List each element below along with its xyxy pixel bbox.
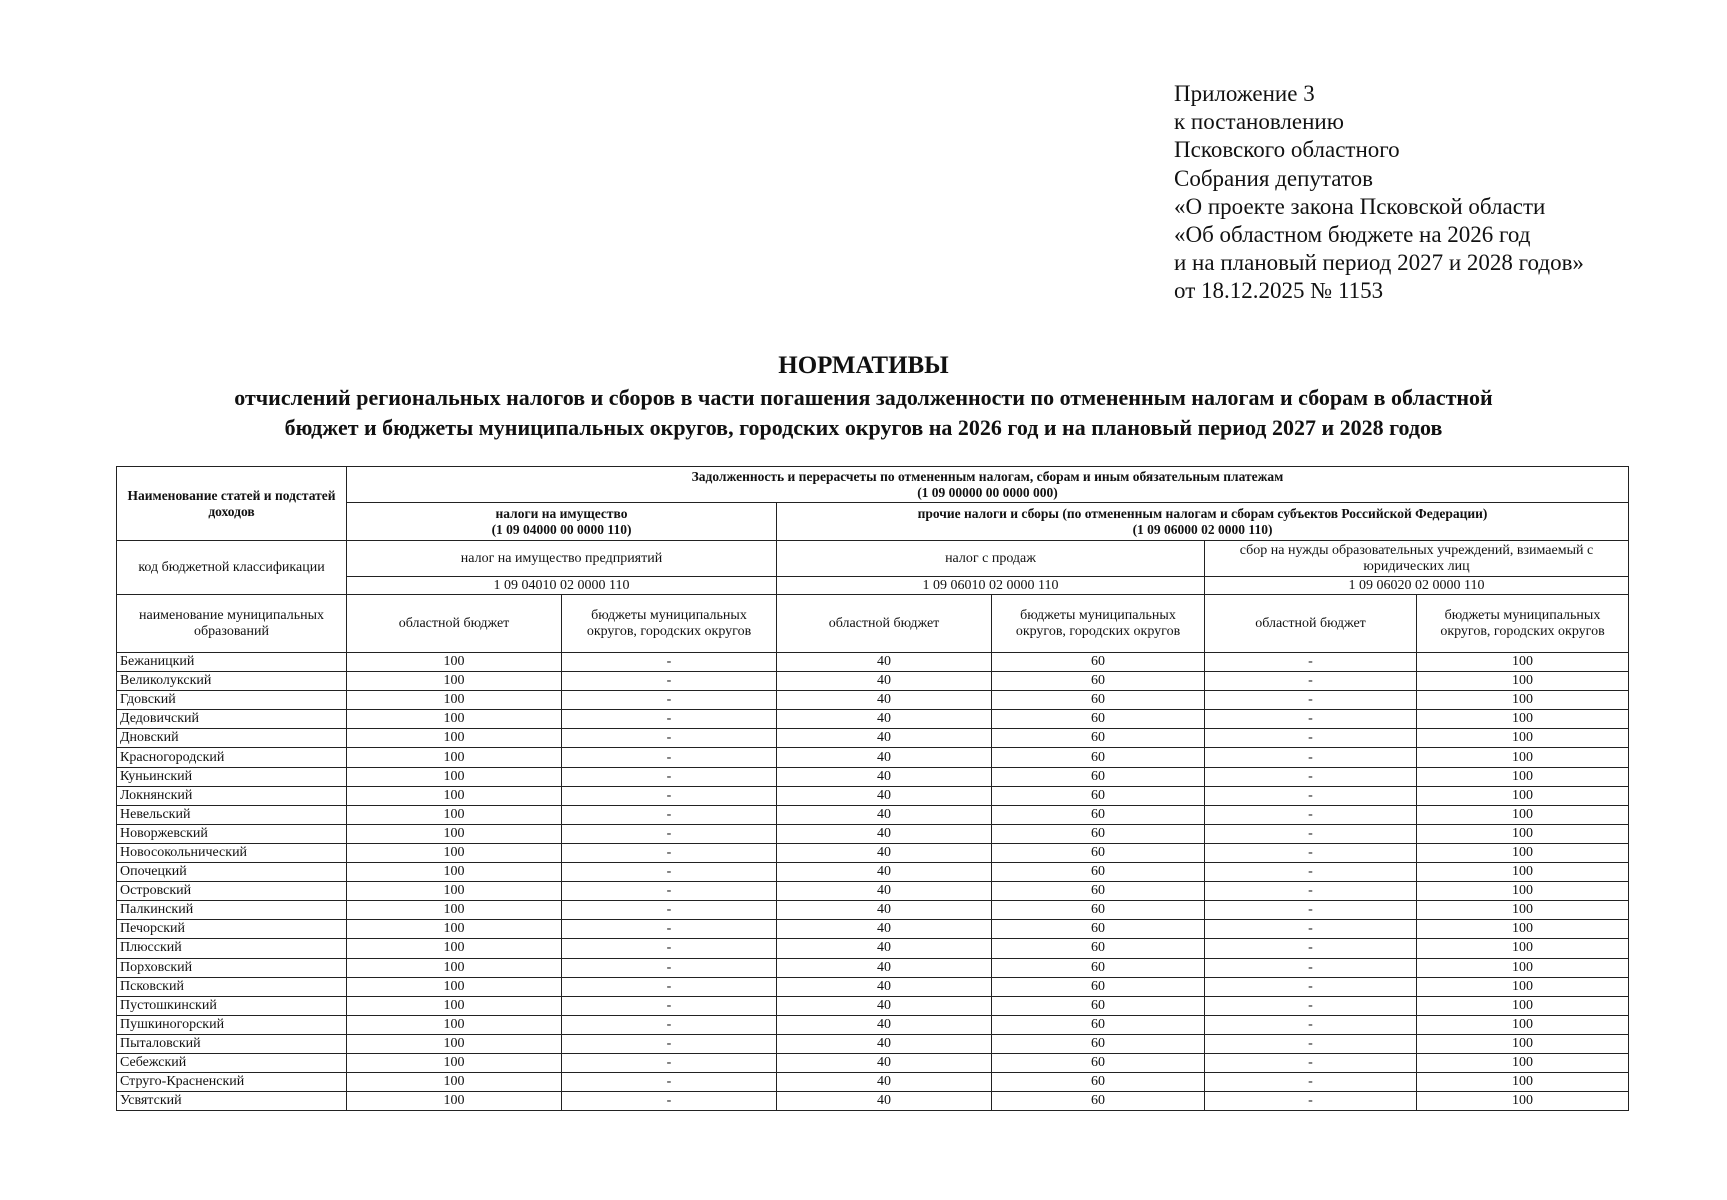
municipality-name-cell: Гдовский [117,691,347,710]
table-row [117,710,1629,729]
header-top-group-title: Задолженность и перерасчеты по отмененным налогам, сборам и иным обязательным платежам [691,468,1284,484]
value-cell: - [1205,691,1417,710]
value-cell: - [562,767,777,786]
value-cell: 60 [992,824,1205,843]
municipality-name-cell: Новоржевский [117,824,347,843]
value-cell: - [1205,958,1417,977]
header-group-other [777,503,1629,541]
value-cell: - [1205,786,1417,805]
municipality-name-cell: Псковский [117,977,347,996]
value-cell: 40 [777,1015,992,1034]
value-cell: 100 [347,882,562,901]
value-cell: 100 [1417,805,1629,824]
table-row [117,939,1629,958]
header-municipal-budgets: бюджеты муниципальных округов, городских округов [562,595,777,653]
appendix-note [1174,80,1584,306]
appendix-line: Псковского областного [1174,137,1400,163]
value-cell: 100 [1417,748,1629,767]
value-cell: 40 [777,653,992,672]
value-cell: 100 [1417,710,1629,729]
table-row [117,1034,1629,1053]
value-cell: 100 [347,691,562,710]
appendix-line: Собрания депутатов [1174,165,1373,191]
value-cell: - [562,824,777,843]
table-row [117,748,1629,767]
value-cell: 100 [347,958,562,977]
value-cell: 60 [992,1073,1205,1092]
table-row [117,767,1629,786]
value-cell: - [562,691,777,710]
table-row [117,1015,1629,1034]
table-row [117,863,1629,882]
value-cell: 60 [992,672,1205,691]
municipality-name-cell: Пустошкинский [117,996,347,1015]
value-cell: 60 [992,767,1205,786]
value-cell: - [1205,901,1417,920]
value-cell: - [562,863,777,882]
value-cell: 60 [992,805,1205,824]
municipality-name-cell: Себежский [117,1053,347,1072]
value-cell: 40 [777,767,992,786]
value-cell: 60 [992,920,1205,939]
table-row [117,805,1629,824]
municipality-name-cell: Островский [117,882,347,901]
value-cell: - [562,748,777,767]
value-cell: 100 [1417,843,1629,862]
value-cell: - [1205,843,1417,862]
value-cell: - [1205,729,1417,748]
value-cell: 100 [1417,977,1629,996]
value-cell: 40 [777,843,992,862]
value-cell: 100 [1417,786,1629,805]
value-cell: 40 [777,1053,992,1072]
value-cell: 100 [347,653,562,672]
value-cell: 100 [1417,1092,1629,1111]
header-top-group [347,467,1629,503]
value-cell: - [1205,882,1417,901]
value-cell: 100 [1417,882,1629,901]
value-cell: 40 [777,748,992,767]
value-cell: 60 [992,748,1205,767]
header-tax-sales: налог с продаж [777,541,1205,577]
value-cell: 60 [992,996,1205,1015]
value-cell: - [562,920,777,939]
table-row [117,843,1629,862]
value-cell: - [1205,767,1417,786]
table-row [117,996,1629,1015]
value-cell: 100 [1417,1015,1629,1034]
table-row [117,882,1629,901]
header-code-education: 1 09 06020 02 0000 110 [1205,577,1629,595]
header-group-property-title: налоги на имущество [495,505,628,521]
document-title [0,350,1727,442]
header-top-group-code: (1 09 00000 00 0000 000) [917,484,1058,500]
value-cell: 40 [777,710,992,729]
header-group-property-code: (1 09 04000 00 0000 110) [491,521,632,537]
value-cell: - [1205,805,1417,824]
value-cell: - [1205,824,1417,843]
value-cell: 100 [347,767,562,786]
value-cell: 60 [992,710,1205,729]
value-cell: 100 [347,843,562,862]
municipality-name-cell: Локнянский [117,786,347,805]
header-row-label-articles: Наименование статей и подстатей доходов [117,467,347,541]
value-cell: 100 [1417,691,1629,710]
municipality-name-cell: Великолукский [117,672,347,691]
value-cell: 100 [347,1073,562,1092]
value-cell: - [562,786,777,805]
value-cell: 40 [777,863,992,882]
value-cell: 100 [1417,996,1629,1015]
header-tax-education: сбор на нужды образовательных учреждений, взимаемый с юридических лиц [1205,541,1629,577]
appendix-line: от 18.12.2025 № 1153 [1174,278,1384,304]
value-cell: 40 [777,1073,992,1092]
value-cell: - [562,882,777,901]
table-row [117,1073,1629,1092]
table-row [117,672,1629,691]
table-header [117,467,1629,653]
value-cell: - [562,977,777,996]
value-cell: - [562,1073,777,1092]
municipality-name-cell: Куньинский [117,767,347,786]
value-cell: 100 [1417,1053,1629,1072]
value-cell: 100 [347,748,562,767]
value-cell: 100 [347,1053,562,1072]
municipality-name-cell: Плюсский [117,939,347,958]
value-cell: - [562,996,777,1015]
header-regional-budget: областной бюджет [1205,595,1417,653]
value-cell: 100 [347,786,562,805]
table-row [117,729,1629,748]
value-cell: 100 [1417,920,1629,939]
value-cell: 40 [777,958,992,977]
municipality-name-cell: Палкинский [117,901,347,920]
value-cell: 40 [777,901,992,920]
value-cell: - [1205,1073,1417,1092]
value-cell: 40 [777,824,992,843]
value-cell: 100 [347,729,562,748]
value-cell: - [562,653,777,672]
value-cell: 100 [347,1092,562,1111]
title-subtitle-line-2: бюджет и бюджеты муниципальных округов, городских округов на 2026 год и на плановый период 2027 и 2028 годов [284,415,1443,440]
header-group-property [347,503,777,541]
value-cell: 60 [992,1053,1205,1072]
value-cell: 60 [992,786,1205,805]
value-cell: 40 [777,1034,992,1053]
value-cell: 40 [777,939,992,958]
header-municipal-budgets: бюджеты муниципальных округов, городских округов [992,595,1205,653]
value-cell: 100 [1417,863,1629,882]
table-row [117,977,1629,996]
value-cell: 40 [777,1092,992,1111]
value-cell: 100 [347,1015,562,1034]
value-cell: 100 [1417,901,1629,920]
value-cell: 100 [347,805,562,824]
header-code-enterprise: 1 09 04010 02 0000 110 [347,577,777,595]
value-cell: 60 [992,958,1205,977]
table-row [117,1053,1629,1072]
value-cell: 60 [992,843,1205,862]
value-cell: 40 [777,977,992,996]
value-cell: 100 [347,901,562,920]
header-municipal-budgets: бюджеты муниципальных округов, городских округов [1417,595,1629,653]
value-cell: 60 [992,977,1205,996]
table-row [117,824,1629,843]
value-cell: - [562,672,777,691]
value-cell: 100 [347,939,562,958]
municipality-name-cell: Печорский [117,920,347,939]
value-cell: 40 [777,920,992,939]
value-cell: 60 [992,1015,1205,1034]
header-group-other-code: (1 09 06000 02 0000 110) [1132,521,1273,537]
header-row-label-municipalities: наименование муниципальных образований [117,595,347,653]
value-cell: - [1205,672,1417,691]
value-cell: 60 [992,729,1205,748]
value-cell: - [1205,748,1417,767]
value-cell: 100 [1417,824,1629,843]
value-cell: 100 [1417,958,1629,977]
value-cell: - [1205,653,1417,672]
appendix-line: «Об областном бюджете на 2026 год [1174,222,1531,248]
value-cell: 100 [1417,729,1629,748]
value-cell: - [562,958,777,977]
value-cell: 100 [1417,1034,1629,1053]
header-row-label-kbk: код бюджетной классификации [117,541,347,595]
title-subtitle-line-1: отчислений региональных налогов и сборов в части погашения задолженности по отмененным налогам и сборам в областной [234,385,1493,410]
value-cell: - [1205,996,1417,1015]
value-cell: 100 [1417,653,1629,672]
header-tax-enterprise: налог на имущество предприятий [347,541,777,577]
value-cell: 40 [777,672,992,691]
header-code-sales: 1 09 06010 02 0000 110 [777,577,1205,595]
municipality-name-cell: Усвятский [117,1092,347,1111]
table-row [117,1092,1629,1111]
value-cell: 40 [777,786,992,805]
municipality-name-cell: Пушкиногорский [117,1015,347,1034]
title-main: НОРМАТИВЫ [778,352,949,379]
value-cell: 60 [992,653,1205,672]
table-body [117,653,1629,1111]
municipality-name-cell: Дедовичский [117,710,347,729]
value-cell: - [562,843,777,862]
appendix-line: «О проекте закона Псковской области [1174,193,1546,219]
value-cell: 100 [347,1034,562,1053]
table-row [117,901,1629,920]
value-cell: 60 [992,939,1205,958]
table-row [117,653,1629,672]
norms-table [116,466,1629,1111]
value-cell: 60 [992,863,1205,882]
header-regional-budget: областной бюджет [347,595,562,653]
value-cell: 100 [1417,672,1629,691]
value-cell: 60 [992,1034,1205,1053]
value-cell: - [562,1034,777,1053]
value-cell: 40 [777,882,992,901]
value-cell: 100 [347,863,562,882]
value-cell: 100 [347,824,562,843]
appendix-line: Приложение 3 [1174,81,1315,106]
value-cell: 40 [777,691,992,710]
value-cell: - [1205,1034,1417,1053]
value-cell: 60 [992,901,1205,920]
value-cell: - [1205,939,1417,958]
appendix-line: к постановлению [1174,109,1344,135]
municipality-name-cell: Пыталовский [117,1034,347,1053]
value-cell: - [562,1015,777,1034]
table-row [117,691,1629,710]
value-cell: - [562,901,777,920]
value-cell: - [562,710,777,729]
value-cell: 100 [347,977,562,996]
value-cell: - [1205,1053,1417,1072]
municipality-name-cell: Невельский [117,805,347,824]
municipality-name-cell: Новосокольнический [117,843,347,862]
value-cell: 100 [347,710,562,729]
value-cell: - [1205,920,1417,939]
value-cell: 40 [777,996,992,1015]
value-cell: 60 [992,691,1205,710]
table-row [117,920,1629,939]
value-cell: - [562,729,777,748]
value-cell: - [1205,1092,1417,1111]
value-cell: 100 [347,996,562,1015]
value-cell: - [1205,863,1417,882]
value-cell: 100 [347,920,562,939]
value-cell: - [1205,710,1417,729]
appendix-line: и на плановый период 2027 и 2028 годов» [1174,250,1584,276]
value-cell: 100 [1417,767,1629,786]
municipality-name-cell: Бежаницкий [117,653,347,672]
header-group-other-title: прочие налоги и сборы (по отмененным налогам и сборам субъектов Российской Федерации) [917,505,1488,521]
value-cell: 100 [347,672,562,691]
value-cell: 40 [777,729,992,748]
table-row [117,958,1629,977]
value-cell: 40 [777,805,992,824]
value-cell: 100 [1417,1073,1629,1092]
value-cell: - [562,1053,777,1072]
municipality-name-cell: Красногородский [117,748,347,767]
municipality-name-cell: Струго-Красненский [117,1073,347,1092]
municipality-name-cell: Порховский [117,958,347,977]
value-cell: - [1205,1015,1417,1034]
value-cell: - [562,1092,777,1111]
header-regional-budget: областной бюджет [777,595,992,653]
value-cell: 100 [1417,939,1629,958]
value-cell: - [1205,977,1417,996]
municipality-name-cell: Опочецкий [117,863,347,882]
municipality-name-cell: Дновский [117,729,347,748]
value-cell: 60 [992,882,1205,901]
table-row [117,786,1629,805]
value-cell: - [562,939,777,958]
value-cell: - [562,805,777,824]
value-cell: 60 [992,1092,1205,1111]
